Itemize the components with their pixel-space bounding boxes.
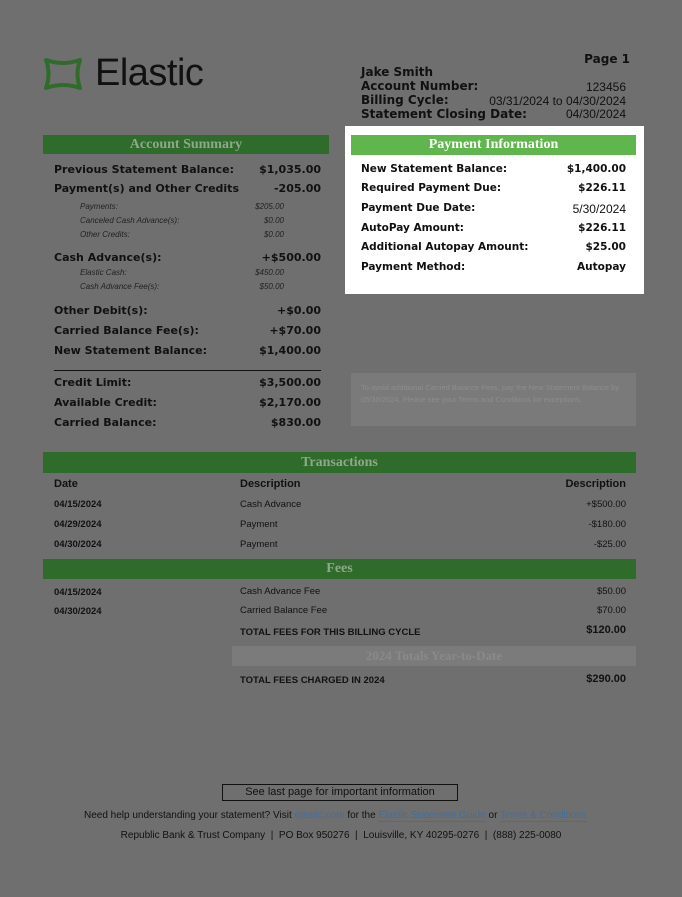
cash-advance-label: Cash Advance(s):	[54, 251, 162, 264]
payment-info-header: Payment Information	[351, 135, 636, 155]
tx-row-desc: Payment	[240, 539, 278, 550]
billing-cycle-label: Billing Cycle:	[361, 93, 449, 107]
account-number-label: Account Number:	[361, 79, 479, 93]
elastic-site-link[interactable]: elastic.com	[294, 810, 345, 821]
tx-row-amount: -$180.00	[588, 519, 626, 530]
carried-balance-label: Carried Balance:	[54, 416, 157, 429]
tx-row-desc: Cash Advance	[240, 499, 302, 510]
cycle-total-label: TOTAL FEES FOR THIS BILLING CYCLE	[240, 627, 421, 638]
tx-row-date: 04/30/2024	[54, 539, 102, 550]
account-summary-header: Account Summary	[43, 135, 329, 154]
elastic-cash-value: $450.00	[255, 268, 284, 277]
credit-limit-value: $3,500.00	[259, 376, 321, 389]
cycle-total-value: $120.00	[586, 624, 626, 636]
tx-col-amount: Description	[565, 478, 626, 490]
fee-row-desc: Cash Advance Fee	[240, 586, 321, 597]
other-debits-label: Other Debit(s):	[54, 304, 148, 317]
cash-advance-fee-value: $50.00	[259, 282, 284, 291]
carried-fee-value: +$70.00	[269, 324, 321, 337]
credits-value: -205.00	[273, 182, 321, 195]
help-or: or	[488, 810, 498, 821]
pi-new-balance-label: New Statement Balance:	[361, 163, 508, 175]
help-mid: for the	[347, 810, 376, 821]
fee-row-desc: Carried Balance Fee	[240, 605, 328, 616]
statement-guide-link[interactable]: Elastic Statement Guide	[378, 810, 486, 821]
cash-advance-fee-label: Cash Advance Fee(s):	[80, 282, 160, 291]
other-credits-label: Other Credits:	[80, 230, 130, 239]
other-debits-value: +$0.00	[276, 304, 321, 317]
new-balance-label: New Statement Balance:	[54, 344, 208, 357]
billing-cycle-value: 03/31/2024 to 04/30/2024	[489, 94, 626, 108]
tx-row-date: 04/29/2024	[54, 519, 102, 530]
payments-value: $205.00	[255, 202, 284, 211]
bank-address: Republic Bank & Trust Company | PO Box 950276 | Louisville, KY 40295-0276 | (888) 225-0080	[120, 830, 562, 841]
fee-row-date: 04/15/2024	[54, 587, 102, 598]
other-credits-value: $0.00	[263, 230, 284, 239]
notice-text: To avoid additional Carried Balance Fees, pay the New Statement Balance by 05/30/2024. Please see your Terms and Conditions for exceptions.	[361, 383, 620, 404]
pi-due-date-value: 5/30/2024	[572, 202, 626, 216]
help-pre: Need help understanding your statement? Visit	[84, 810, 292, 821]
pi-required-payment-value: $226.11	[578, 182, 626, 194]
credit-limit-label: Credit Limit:	[54, 376, 132, 389]
fees-header: Fees	[43, 559, 636, 579]
tx-col-date: Date	[54, 478, 78, 490]
brand-name: Elastic	[95, 52, 204, 94]
page-number: Page 1	[584, 52, 630, 66]
credits-label: Payment(s) and Other Credits	[54, 182, 239, 195]
payments-label: Payments:	[80, 202, 118, 211]
fee-row-date: 04/30/2024	[54, 606, 102, 617]
summary-divider	[54, 370, 321, 371]
available-credit-value: $2,170.00	[259, 396, 321, 409]
pi-additional-autopay-label: Additional Autopay Amount:	[361, 241, 529, 253]
transactions-header: Transactions	[43, 452, 636, 473]
canceled-cash-value: $0.00	[263, 216, 284, 225]
account-number-value: 123456	[585, 80, 626, 94]
canceled-cash-label: Canceled Cash Advance(s):	[80, 216, 180, 225]
previous-balance-label: Previous Statement Balance:	[54, 163, 235, 176]
tx-row-date: 04/15/2024	[54, 499, 102, 510]
carried-balance-value: $830.00	[270, 416, 321, 429]
elastic-logo-icon	[43, 58, 83, 90]
pi-payment-method-value: Autopay	[577, 261, 626, 273]
available-credit-label: Available Credit:	[54, 396, 157, 409]
logo	[43, 52, 223, 96]
tx-row-amount: -$25.00	[593, 539, 626, 550]
closing-date-value: 04/30/2024	[565, 107, 626, 121]
fee-row-amount: $70.00	[596, 605, 626, 616]
closing-date-label: Statement Closing Date:	[361, 107, 527, 121]
pi-new-balance-value: $1,400.00	[566, 163, 626, 175]
important-info-box: See last page for important information	[222, 784, 458, 801]
ytd-total-label: TOTAL FEES CHARGED IN 2024	[240, 675, 385, 686]
customer-name: Jake Smith	[361, 65, 434, 79]
tx-row-desc: Payment	[240, 519, 278, 530]
pi-autopay-amount-value: $226.11	[578, 222, 626, 234]
ytd-total-value: $290.00	[586, 673, 626, 685]
pi-payment-method-label: Payment Method:	[361, 261, 466, 273]
ytd-header: 2024 Totals Year-to-Date	[232, 646, 636, 666]
tx-col-description: Description	[240, 478, 301, 490]
elastic-cash-label: Elastic Cash:	[80, 268, 127, 277]
previous-balance-value: $1,035.00	[259, 163, 321, 176]
tx-row-amount: +$500.00	[586, 499, 626, 510]
help-line	[84, 810, 587, 821]
pi-due-date-label: Payment Due Date:	[361, 202, 476, 214]
pi-additional-autopay-value: $25.00	[585, 241, 626, 253]
fee-row-amount: $50.00	[596, 586, 626, 597]
terms-link[interactable]: Terms & Conditions	[500, 810, 587, 821]
pi-autopay-amount-label: AutoPay Amount:	[361, 222, 464, 234]
cash-advance-value: +$500.00	[261, 251, 321, 264]
new-balance-value: $1,400.00	[259, 344, 321, 357]
pi-required-payment-label: Required Payment Due:	[361, 182, 502, 194]
carried-fee-label: Carried Balance Fee(s):	[54, 324, 199, 337]
